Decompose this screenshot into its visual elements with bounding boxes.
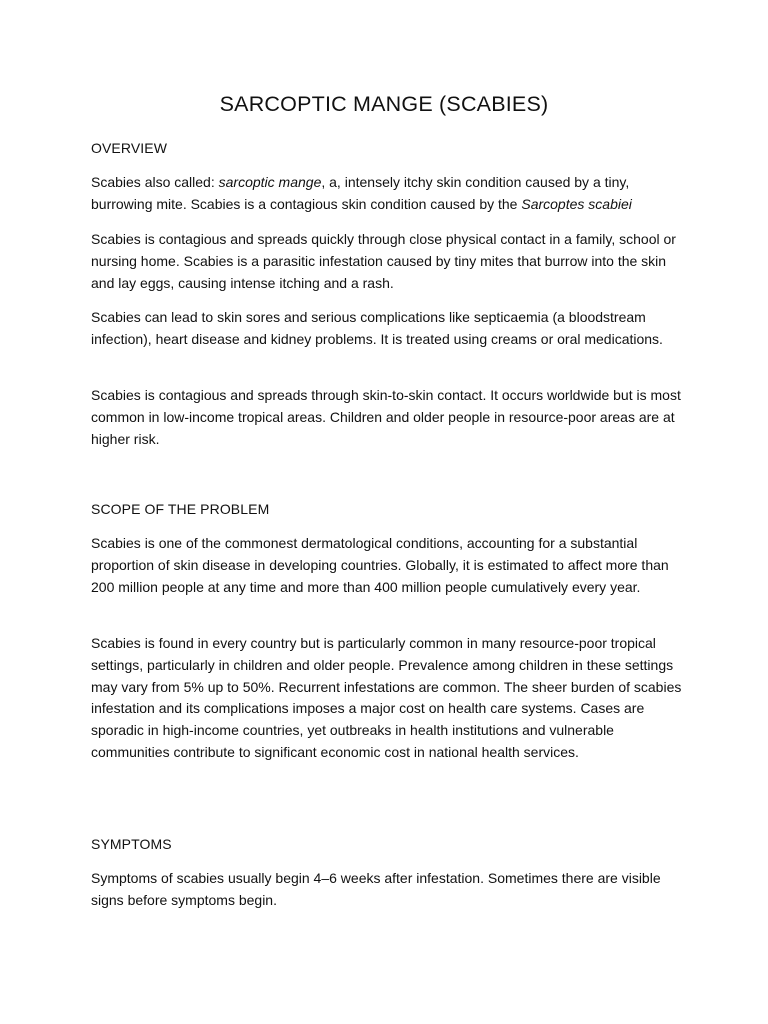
overview-paragraph-3: Scabies can lead to skin sores and serious complications like septicaemia (a bloodstream infection), heart disease and kidney problems. It is treated using creams or oral medications.	[91, 309, 663, 347]
overview-paragraph-2: Scabies is contagious and spreads quickly through close physical contact in a family, school or nursing home. Scabies is a parasitic infestation caused by tiny mites that burrow into the skin and lay eggs, causing intense itching and a rash.	[91, 231, 676, 291]
scope-paragraph-1: Scabies is one of the commonest dermatological conditions, accounting for a substantial proportion of skin disease in developing countries. Globally, it is estimated to affect more than 200 million people at any time and more than 400 million people cumulatively every year.	[91, 535, 669, 595]
scope-paragraph-2: Scabies is found in every country but is particularly common in many resource-poor tropical settings, particularly in children and older people. Prevalence among children in these settings may vary from 5% up to 50%. Recurrent infestations are common. The sheer burden of scabies infestation and its complications imposes a major cost on health care systems. Cases are sporadic in high-income countries, yet outbreaks in health institutions and vulnerable communities contribute to significant economic cost in national health services.	[91, 635, 682, 760]
overview-p1-pre: Scabies also called:	[91, 174, 219, 190]
overview-paragraph-1	[91, 172, 691, 216]
symptoms-heading: SYMPTOMS	[91, 836, 172, 852]
scope-heading: SCOPE OF THE PROBLEM	[91, 501, 270, 517]
overview-paragraph-4: Scabies is contagious and spreads through skin-to-skin contact. It occurs worldwide but is most common in low-income tropical areas. Children and older people in resource-poor areas are at higher risk.	[91, 387, 681, 447]
document-title: SARCOPTIC MANGE (SCABIES)	[219, 92, 549, 116]
overview-p1-species-name: Sarcoptes scabiei	[521, 195, 632, 212]
overview-p1-italic-term: sarcoptic mange	[218, 174, 322, 190]
symptoms-paragraph-1: Symptoms of scabies usually begin 4–6 weeks after infestation. Sometimes there are visible signs before symptoms begin.	[91, 870, 661, 908]
overview-heading: OVERVIEW	[91, 140, 168, 156]
overview-p1-mid: , a, intensely itchy skin condition caused by a tiny, burrowing mite. Scabies is a contagious skin condition caused by the	[91, 174, 630, 212]
